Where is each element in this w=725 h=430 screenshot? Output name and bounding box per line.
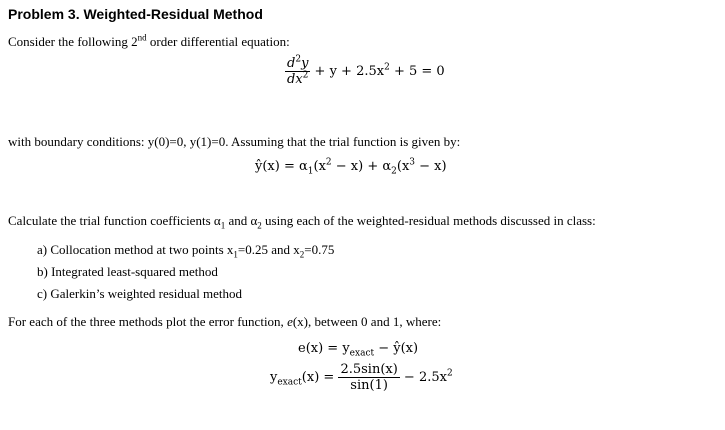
intro-prefix: Consider the following 2 <box>8 34 138 49</box>
problem-title: Problem 3. Weighted-Residual Method <box>8 6 263 22</box>
ode-terms-end: + 5 = 0 <box>389 64 445 79</box>
exact-solution-equation: $y_{exact}(x)$ = $\frac{2.5\sin(x)}{\sin(1)}$ − $2.5x^2$ <box>270 362 453 393</box>
exact-fraction: $\frac{2.5\sin(x)}{\sin(1)}$ <box>340 362 398 393</box>
boundary-conditions-text: with boundary conditions: y(0)=0, y(1)=0. Assuming that the trial function is given by: <box>8 134 461 149</box>
ode-fraction: $\frac{d^2y}{dx^2}$ <box>287 54 309 87</box>
trial-function-equation: ŷ(x) = $\alpha_1(x^2 - x) + \alpha_2(x^3 - x)$ <box>255 157 447 177</box>
method-a: a) Collocation method at two points $x_1=0.25$ and $x_2=0.75$ <box>37 242 335 260</box>
ode-terms: + y + 2.5x <box>310 64 385 79</box>
error-equation: $e(x) = y_{exact}$ − ŷ(x) <box>298 341 419 359</box>
error-function-text: For each of the three methods plot the error function, e(x), between 0 and 1, where: <box>8 314 442 329</box>
intro-text <box>8 34 290 50</box>
intro-suffix: order differential equation: <box>146 34 290 49</box>
ode-equation: $\frac{d^2y}{dx^2}$ + $y + 2.5x^2 + 5 = 0$ <box>287 54 445 87</box>
method-b: b) Integrated least-squared method <box>37 264 218 279</box>
method-c: c) Galerkin’s weighted residual method <box>37 286 243 301</box>
intro-sup: nd <box>137 32 147 43</box>
calculate-text: Calculate the trial function coefficients $\alpha_1$ and $\alpha_2$ using each of the weighted-residual methods discussed in class: <box>8 213 596 231</box>
